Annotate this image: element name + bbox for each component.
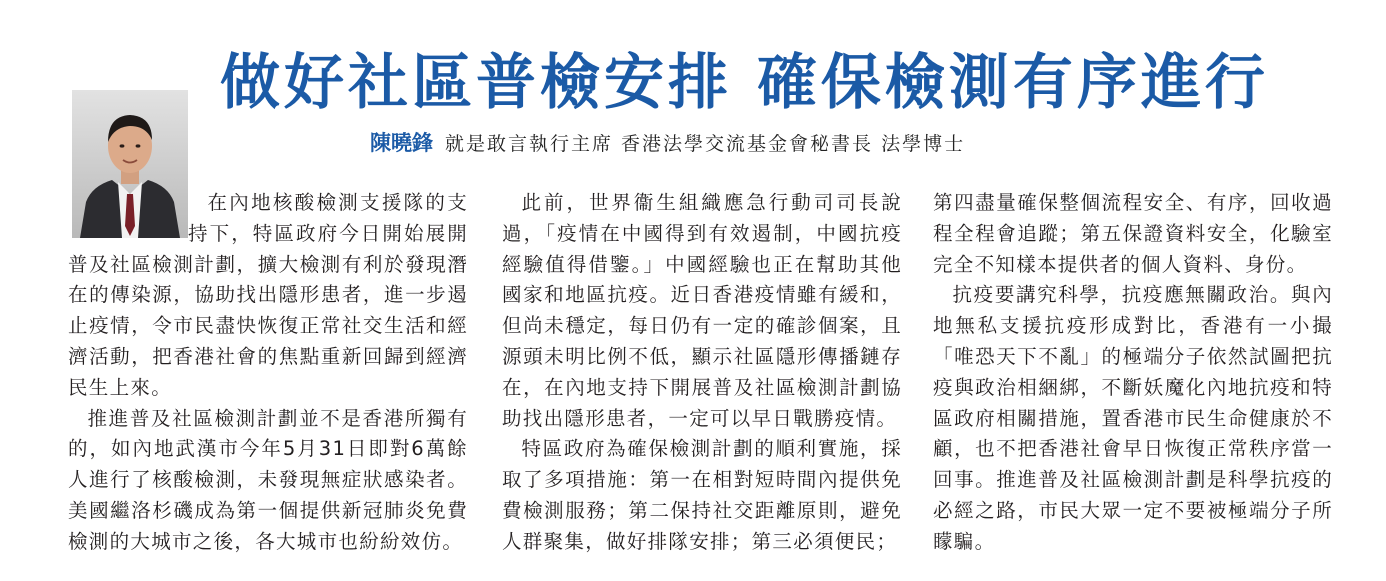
article-column-1 bbox=[68, 188, 468, 558]
paragraph: 特區政府為確保檢測計劃的順利實施，採取了多項措施：第一在相對短時間內提供免費檢測服務；第二保持社交距離原則，避免人群聚集，做好排隊安排；第三必須便民； bbox=[502, 437, 902, 553]
author-titles: 就是敢言執行主席 香港法學交流基金會秘書長 法學博士 bbox=[445, 133, 966, 155]
paragraph: 抗疫要講究科學，抗疫應無關政治。與內地無私支援抗疫形成對比，香港有一小撮「唯恐天下不亂」的極端分子依然試圖把抗疫與政治相綑綁，不斷妖魔化內地抗疫和特區政府相關措施，置香港市民生命健康於不顧，也不把香港社會早日恢復正常秩序當一回事。推進普及社區檢測計劃是科學抗疫的必經之路，市民大眾一定不要被極端分子所矇騙。 bbox=[933, 283, 1333, 553]
photo-wrap-spacer bbox=[68, 188, 188, 242]
byline bbox=[370, 130, 965, 157]
author-name: 陳曉鋒 bbox=[370, 131, 433, 155]
paragraph: 在內地核酸檢測支援隊的支持下，特區政府今日開始展開普及社區檢測計劃，擴大檢測有利於發現潛在的傳染源，協助找出隱形患者，進一步遏止疫情，令市民盡快恢復正常社交生活和經濟活動，把香港社會的焦點重新回歸到經濟民生上來。 bbox=[68, 191, 468, 399]
paragraph: 此前，世界衞生組織應急行動司司長說過，「疫情在中國得到有效遏制，中國抗疫經驗值得借鑒。」中國經驗也正在幫助其他國家和地區抗疫。近日香港疫情雖有緩和，但尚未穩定，每日仍有一定的確診個案，且源頭未明比例不低，顯示社區隱形傳播鏈存在，在內地支持下開展普及社區檢測計劃協助找出隱形患者，一定可以早日戰勝疫情。 bbox=[502, 191, 902, 430]
paragraph: 推進普及社區檢測計劃並不是香港所獨有的，如內地武漢市今年5月31日即對6萬餘人進行了核酸檢測，未發現無症狀感染者。美國繼洛杉磯成為第一個提供新冠肺炎免費檢測的大城市之後，各大城市也紛紛效仿。 bbox=[68, 406, 468, 553]
article-column-3 bbox=[933, 188, 1333, 558]
headline: 做好社區普檢安排 確保檢測有序進行 bbox=[220, 48, 1269, 118]
article-column-2 bbox=[502, 188, 902, 558]
paragraph: 第四盡量確保整個流程安全、有序，回收過程全程會追蹤；第五保證資料安全，化驗室完全不知樣本提供者的個人資料、身份。 bbox=[933, 191, 1333, 276]
